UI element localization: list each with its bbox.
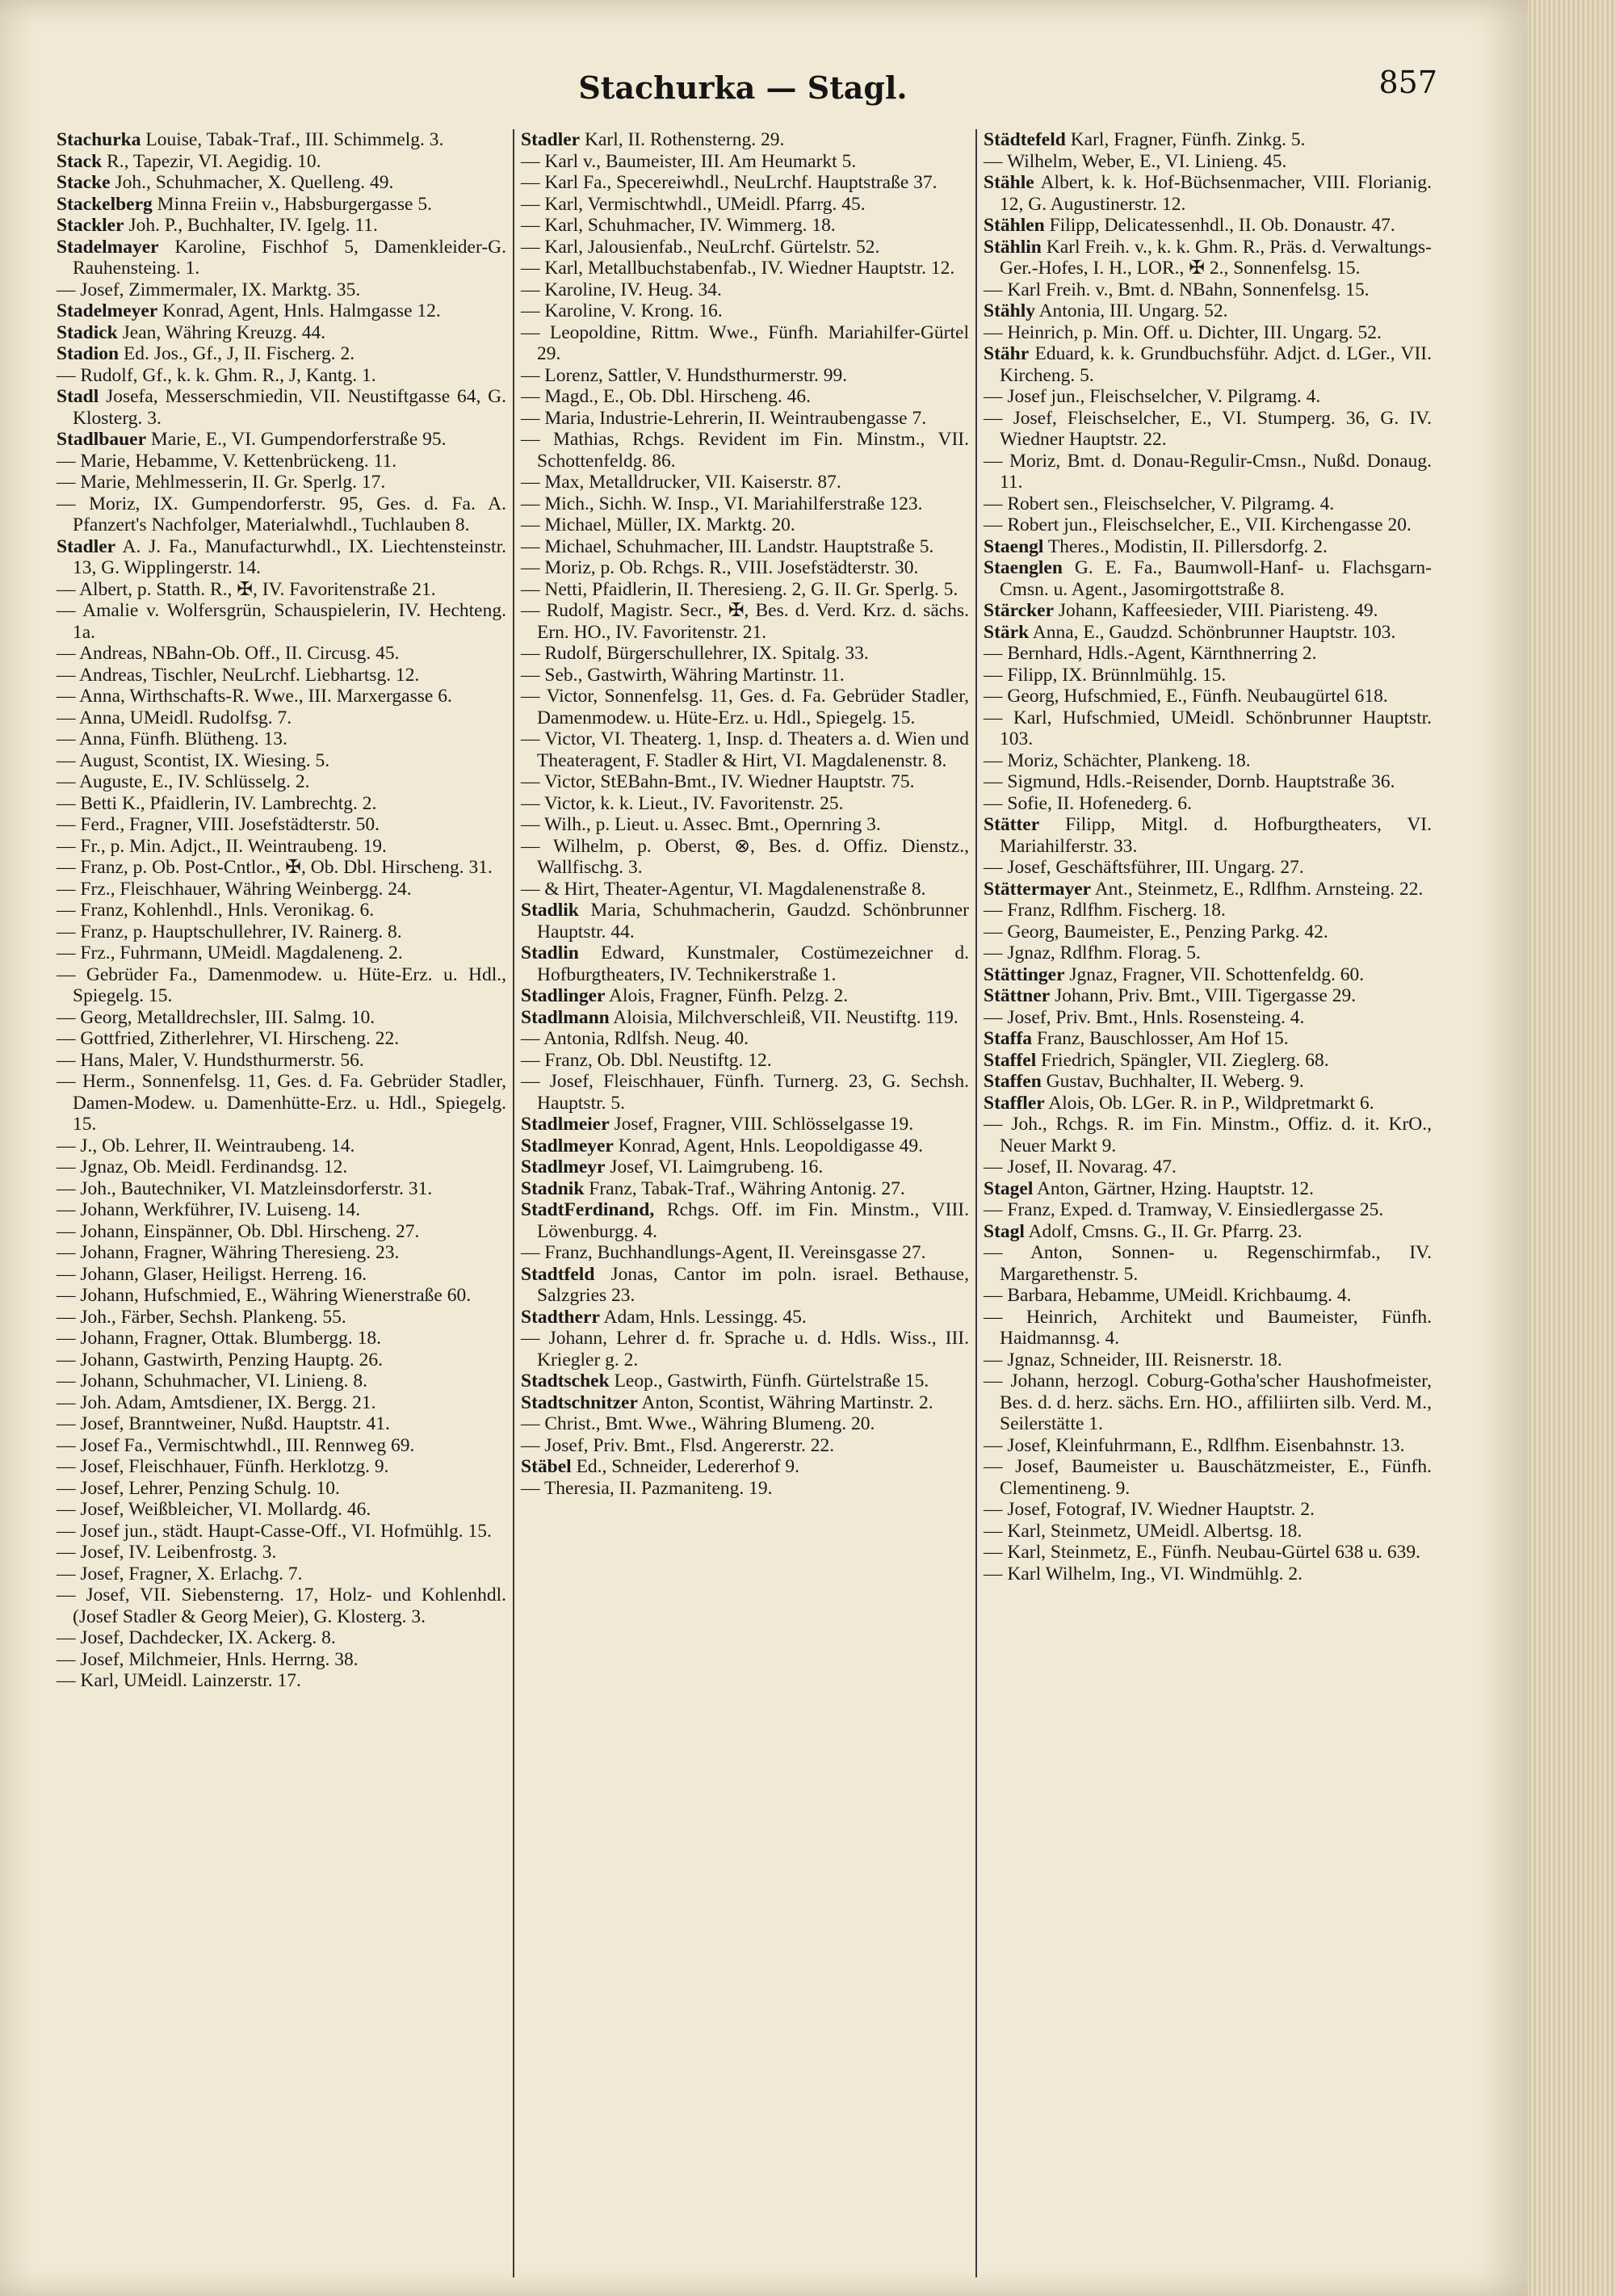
entry-headword: Stadtherr — [521, 1306, 600, 1328]
directory-entry: Stadler Karl, II. Rothensterng. 29. — [521, 129, 785, 150]
directory-entry: — Joh., Färber, Sechsh. Plankeng. 55. — [57, 1306, 346, 1328]
directory-entry: — Andreas, Tischler, NeuLrchf. Liebhartsg. 12. — [57, 664, 420, 686]
directory-entry: — J., Ob. Lehrer, II. Weintraubeng. 14. — [57, 1135, 355, 1156]
directory-entry: — Karl, Steinmetz, E., Fünfh. Neubau-Gürtel 638 u. 639. — [984, 1542, 1421, 1563]
directory-entry: — Jgnaz, Rdlfhm. Florag. 5. — [984, 942, 1201, 963]
directory-entry: Stättermayer Ant., Steinmetz, E., Rdlfhm. Arnsteing. 22. — [984, 878, 1424, 900]
directory-entry: — Johann, Lehrer d. fr. Sprache u. d. Hdls. Wiss., III. Kriegler g. 2. — [521, 1328, 969, 1370]
entry-headword: Stähly — [984, 300, 1035, 321]
directory-entry: — Karoline, IV. Heug. 34. — [521, 279, 722, 300]
directory-entry: — Josef, VII. Siebensterng. 17, Holz- und Kohlenhdl. (Josef Stadler & Georg Meier), G. Klosterg. 3. — [57, 1585, 506, 1627]
entry-headword: Stacke — [57, 172, 111, 193]
directory-entry: — Victor, VI. Theaterg. 1, Insp. d. Theaters a. d. Wien und Theateragent, F. Stadler & Hirt, VI. Magdalenenstr. 8. — [521, 728, 969, 771]
entry-headword: Stadlmann — [521, 1006, 610, 1028]
directory-entry: — Josef jun., städt. Haupt-Casse-Off., VI. Hofmühlg. 15. — [57, 1520, 492, 1542]
entry-headword: Stadler — [521, 129, 581, 150]
directory-columns — [50, 129, 1439, 2277]
directory-entry: — Josef, IV. Leibenfrostg. 3. — [57, 1542, 277, 1563]
directory-entry: — Barbara, Hebamme, UMeidl. Krichbaumg. 4. — [984, 1285, 1352, 1306]
directory-entry: — Gottfried, Zitherlehrer, VI. Hirscheng. 22. — [57, 1028, 400, 1049]
entry-headword: Stadlin — [521, 942, 579, 963]
entry-headword: Stadlmeier — [521, 1114, 610, 1135]
entry-headword: Staengl — [984, 535, 1044, 557]
directory-entry: — Moriz, Bmt. d. Donau-Regulir-Cmsn., Nußd. Donaug. 11. — [984, 450, 1432, 493]
directory-entry: — Rudolf, Gf., k. k. Ghm. R., J, Kantg. 1. — [57, 364, 376, 386]
directory-entry: Städtefeld Karl, Fragner, Fünfh. Zinkg. 5. — [984, 129, 1306, 150]
directory-entry: — Sofie, II. Hofenederg. 6. — [984, 792, 1192, 814]
directory-entry: — Joh., Bautechniker, VI. Matzleinsdorferstr. 31. — [57, 1177, 433, 1199]
directory-entry: Staffen Gustav, Buchhalter, II. Weberg. 9. — [984, 1071, 1304, 1092]
directory-entry: Stadlinger Alois, Fragner, Fünfh. Pelzg. 2. — [521, 985, 849, 1006]
entry-headword: Stätter — [984, 814, 1040, 835]
directory-entry: — Franz, p. Hauptschullehrer, IV. Rainerg. 8. — [57, 921, 402, 942]
directory-entry: — Hans, Maler, V. Hundsthurmerstr. 56. — [57, 1049, 364, 1071]
directory-entry: — Amalie v. Wolfersgrün, Schauspielerin, IV. Hechteng. 1a. — [57, 600, 506, 643]
directory-entry: — Josef, Baumeister u. Bauschätzmeister, E., Fünfh. Clementineng. 9. — [984, 1456, 1432, 1499]
directory-entry: Staffa Franz, Bauschlosser, Am Hof 15. — [984, 1028, 1289, 1049]
directory-entry: — Josef, Geschäftsführer, III. Ungarg. 27. — [984, 857, 1304, 878]
directory-entry: — Franz, Buchhandlungs-Agent, II. Vereinsgasse 27. — [521, 1242, 926, 1263]
entry-headword: Stättermayer — [984, 878, 1092, 900]
directory-entry: — Ferd., Fragner, VIII. Josefstädterstr. 50. — [57, 814, 380, 835]
directory-entry: — Johann, Glaser, Heiligst. Herreng. 16. — [57, 1263, 367, 1285]
directory-entry: — Joh. Adam, Amtsdiener, IX. Bergg. 21. — [57, 1391, 376, 1413]
directory-entry: — Albert, p. Statth. R., ✠, IV. Favoritenstraße 21. — [57, 578, 436, 600]
directory-entry: — Josef, Fotograf, IV. Wiedner Hauptstr. 2. — [984, 1499, 1315, 1520]
entry-headword: Stähr — [984, 343, 1030, 364]
entry-headword: Staffel — [984, 1049, 1037, 1071]
directory-entry: — Johann, Hufschmied, E., Währing Wienerstraße 60. — [57, 1285, 472, 1306]
entry-headword: Staffler — [984, 1092, 1045, 1114]
directory-entry: — Josef, Branntweiner, Nußd. Hauptstr. 41. — [57, 1413, 390, 1434]
directory-entry: — Michael, Schuhmacher, III. Landstr. Hauptstraße 5. — [521, 535, 934, 557]
directory-entry: — Franz, Kohlenhdl., Hnls. Veronikag. 6. — [57, 900, 375, 921]
directory-entry: Stählen Filipp, Delicatessenhdl., II. Ob. Donaustr. 47. — [984, 215, 1395, 236]
directory-entry: Stadlin Edward, Kunstmaler, Costümezeichner d. Hofburgtheaters, IV. Technikerstraße 1. — [521, 942, 969, 985]
directory-entry: — Mich., Sichh. W. Insp., VI. Mariahilferstraße 123. — [521, 493, 923, 514]
entry-headword: Staenglen — [984, 557, 1063, 578]
directory-entry: — August, Scontist, IX. Wiesing. 5. — [57, 749, 330, 771]
directory-entry: Stadlmeyer Konrad, Agent, Hnls. Leopoldigasse 49. — [521, 1135, 924, 1156]
entry-headword: Stackelberg — [57, 193, 153, 215]
directory-entry: Stättinger Jgnaz, Fragner, VII. Schottenfeldg. 60. — [984, 963, 1365, 985]
entry-headword: Stachurka — [57, 129, 141, 150]
directory-entry: — Jgnaz, Ob. Meidl. Ferdinandsg. 12. — [57, 1156, 348, 1177]
directory-entry: — Marie, Hebamme, V. Kettenbrückeng. 11. — [57, 450, 397, 472]
entry-headword: Stättinger — [984, 963, 1065, 985]
directory-entry: — Bernhard, Hdls.-Agent, Kärnthnerring 2. — [984, 643, 1317, 664]
directory-entry: — Josef Fa., Vermischtwhdl., III. Rennweg 69. — [57, 1434, 415, 1456]
entry-headword: Stadlmeyer — [521, 1135, 614, 1156]
directory-entry: Stadtherr Adam, Hnls. Lessingg. 45. — [521, 1306, 807, 1328]
directory-entry: — Max, Metalldrucker, VII. Kaiserstr. 87. — [521, 472, 841, 493]
entry-headword: Stagel — [984, 1177, 1034, 1199]
directory-entry: Stagl Adolf, Cmsns. G., II. Gr. Pfarrg. 23. — [984, 1220, 1302, 1242]
directory-entry: — & Hirt, Theater-Agentur, VI. Magdalenenstraße 8. — [521, 878, 926, 900]
entry-headword: StadtFerdinand, — [521, 1199, 655, 1220]
directory-entry: — Josef, Lehrer, Penzing Schulg. 10. — [57, 1477, 340, 1499]
directory-entry: — Franz, Rdlfhm. Fischerg. 18. — [984, 900, 1226, 921]
directory-entry: — Antonia, Rdlfsh. Neug. 40. — [521, 1028, 749, 1049]
directory-entry: Stackler Joh. P., Buchhalter, IV. Igelg. 11. — [57, 215, 378, 236]
directory-entry: — Josef, Priv. Bmt., Flsd. Angererstr. 22. — [521, 1434, 835, 1456]
directory-entry: — Lorenz, Sattler, V. Hundsthurmerstr. 99. — [521, 364, 848, 386]
directory-entry: Stähle Albert, k. k. Hof-Büchsenmacher, VIII. Florianig. 12, G. Augustinerstr. 12. — [984, 172, 1432, 215]
entry-headword: Stadlinger — [521, 985, 606, 1006]
directory-entry: — Karl, Hufschmied, UMeidl. Schönbrunner Hauptstr. 103. — [984, 707, 1432, 749]
entry-headword: Städtefeld — [984, 129, 1066, 150]
directory-entry: — Andreas, NBahn-Ob. Off., II. Circusg. 45. — [57, 643, 400, 664]
directory-entry: Stadlmann Aloisia, Milchverschleiß, VII. Neustiftg. 119. — [521, 1006, 959, 1028]
directory-entry: — Josef, Fleischselcher, E., VI. Stumperg. 36, G. IV. Wiedner Hauptstr. 22. — [984, 407, 1432, 450]
directory-entry: — Franz, Ob. Dbl. Neustiftg. 12. — [521, 1049, 772, 1071]
directory-entry: — Karl Freih. v., Bmt. d. NBahn, Sonnenfelsg. 15. — [984, 279, 1370, 300]
directory-entry: Stadlmeier Josef, Fragner, VIII. Schlösselgasse 19. — [521, 1114, 914, 1135]
directory-entry: — Karl Fa., Specereiwhdl., NeuLrchf. Hauptstraße 37. — [521, 172, 938, 193]
directory-entry: — Netti, Pfaidlerin, II. Theresieng. 2, G. II. Gr. Sperlg. 5. — [521, 578, 959, 600]
directory-entry: — Victor, k. k. Lieut., IV. Favoritenstr. 25. — [521, 792, 844, 814]
directory-entry: Staffler Alois, Ob. LGer. R. in P., Wildpretmarkt 6. — [984, 1092, 1374, 1114]
directory-entry: Staengl Theres., Modistin, II. Pillersdorfg. 2. — [984, 535, 1328, 557]
column-3 — [975, 129, 1438, 2277]
directory-entry: — Johann, herzogl. Coburg-Gotha'scher Haushofmeister, Bes. d. d. herz. sächs. Ern. HO., affiliirten silb. Verd. M., Seilerstätte 1. — [984, 1370, 1432, 1434]
directory-entry: Stärcker Johann, Kaffeesieder, VIII. Piaristeng. 49. — [984, 600, 1378, 621]
directory-entry: — Moriz, p. Ob. Rchgs. R., VIII. Josefstädterstr. 30. — [521, 557, 919, 578]
directory-entry: — Josef jun., Fleischselcher, V. Pilgramg. 4. — [984, 386, 1321, 407]
directory-entry: Stacke Joh., Schuhmacher, X. Quelleng. 49. — [57, 172, 394, 193]
directory-entry: Staffel Friedrich, Spängler, VII. Zieglerg. 68. — [984, 1049, 1329, 1071]
directory-entry: — Josef, Dachdecker, IX. Ackerg. 8. — [57, 1627, 336, 1648]
directory-entry: — Heinrich, p. Min. Off. u. Dichter, III. Ungarg. 52. — [984, 321, 1382, 343]
entry-headword: Stadl — [57, 386, 99, 407]
entry-headword: Stärk — [984, 621, 1030, 643]
directory-entry: Stärk Anna, E., Gaudzd. Schönbrunner Hauptstr. 103. — [984, 621, 1396, 643]
directory-entry: — Johann, Einspänner, Ob. Dbl. Hirscheng. 27. — [57, 1220, 420, 1242]
directory-entry: — Josef, Zimmermaler, IX. Marktg. 35. — [57, 279, 361, 300]
directory-entry: Stähr Eduard, k. k. Grundbuchsführ. Adjct. d. LGer., VII. Kircheng. 5. — [984, 343, 1432, 386]
directory-entry: — Leopoldine, Rittm. Wwe., Fünfh. Mariahilfer-Gürtel 29. — [521, 321, 969, 364]
directory-entry: — Michael, Müller, IX. Marktg. 20. — [521, 514, 795, 535]
directory-entry: — Frz., Fuhrmann, UMeidl. Magdaleneng. 2. — [57, 942, 403, 963]
directory-entry: — Heinrich, Architekt und Baumeister, Fünfh. Haidmannsg. 4. — [984, 1306, 1432, 1349]
directory-entry: Stählin Karl Freih. v., k. k. Ghm. R., Präs. d. Verwaltungs-Ger.-Hofes, I. H., LOR., ✠ 2., Sonnenfelsg. 15. — [984, 236, 1432, 279]
directory-entry: Stadler A. J. Fa., Manufacturwhdl., IX. Liechtensteinstr. 13, G. Wipplingerstr. 14. — [57, 535, 506, 578]
entry-headword: Stadtschek — [521, 1370, 610, 1391]
directory-entry: Stadelmeyer Konrad, Agent, Hnls. Halmgasse 12. — [57, 300, 441, 321]
directory-entry: — Fr., p. Min. Adjct., II. Weintraubeng. 19. — [57, 835, 387, 857]
directory-entry: — Karl, Vermischtwhdl., UMeidl. Pfarrg. 45. — [521, 193, 866, 215]
entry-headword: Stärcker — [984, 600, 1055, 621]
directory-entry: — Johann, Schuhmacher, VI. Linieng. 8. — [57, 1370, 367, 1391]
directory-entry: — Rudolf, Bürgerschullehrer, IX. Spitalg. 33. — [521, 643, 869, 664]
running-title: Stachurka — Stagl. — [578, 69, 908, 106]
directory-entry: — Johann, Fragner, Währing Theresieng. 23. — [57, 1242, 400, 1263]
entry-headword: Stagl — [984, 1220, 1025, 1242]
directory-entry: — Franz, p. Ob. Post-Cntlor., ✠, Ob. Dbl. Hirscheng. 31. — [57, 857, 493, 878]
directory-entry: — Anna, Wirthschafts-R. Wwe., III. Marxergasse 6. — [57, 686, 452, 707]
directory-entry: — Magd., E., Ob. Dbl. Hirscheng. 46. — [521, 386, 811, 407]
directory-entry: — Georg, Metalldrechsler, III. Salmg. 10. — [57, 1006, 375, 1028]
entry-headword: Stählin — [984, 236, 1042, 258]
column-1 — [50, 129, 513, 2277]
directory-entry: Stätter Filipp, Mitgl. d. Hofburgtheaters, VI. Mariahilferstr. 33. — [984, 814, 1432, 857]
directory-entry: — Filipp, IX. Brünnlmühlg. 15. — [984, 664, 1227, 686]
entry-headword: Stadelmeyer — [57, 300, 158, 321]
directory-entry: Stadl Josefa, Messerschmiedin, VII. Neustiftgasse 64, G. Klosterg. 3. — [57, 386, 506, 429]
directory-entry: — Josef, Fragner, X. Erlachg. 7. — [57, 1563, 303, 1585]
directory-entry: Stagel Anton, Gärtner, Hzing. Hauptstr. 12. — [984, 1177, 1314, 1199]
directory-entry: — Georg, Baumeister, E., Penzing Parkg. 42. — [984, 921, 1328, 942]
directory-entry: Stäbel Ed., Schneider, Ledererhof 9. — [521, 1456, 799, 1477]
directory-entry: — Robert sen., Fleischselcher, V. Pilgramg. 4. — [984, 493, 1335, 514]
directory-entry: — Karoline, V. Krong. 16. — [521, 300, 723, 321]
entry-headword: Stadtfeld — [521, 1263, 595, 1285]
directory-entry: — Johann, Gastwirth, Penzing Hauptg. 26. — [57, 1349, 384, 1370]
directory-entry: — Rudolf, Magistr. Secr., ✠, Bes. d. Verd. Krz. d. sächs. Ern. HO., IV. Favoritenstr. 21. — [521, 600, 969, 643]
entry-headword: Stadtschnitzer — [521, 1391, 638, 1413]
directory-entry: — Auguste, E., IV. Schlüsselg. 2. — [57, 771, 310, 792]
directory-entry: Stadtfeld Jonas, Cantor im poln. israel. Bethause, Salzgries 23. — [521, 1263, 969, 1306]
page-number: 857 — [1378, 65, 1437, 100]
entry-headword: Stadlmeyr — [521, 1156, 606, 1177]
entry-headword: Staffen — [984, 1071, 1042, 1092]
directory-entry: Stadlbauer Marie, E., VI. Gumpendorferstraße 95. — [57, 429, 447, 450]
directory-entry: — Sigmund, Hdls.-Reisender, Dornb. Hauptstraße 36. — [984, 771, 1395, 792]
entry-headword: Stackler — [57, 215, 124, 236]
directory-entry: — Robert jun., Fleischselcher, E., VII. Kirchengasse 20. — [984, 514, 1412, 535]
directory-entry: — Mathias, Rchgs. Revident im Fin. Minstm., VII. Schottenfeldg. 86. — [521, 429, 969, 472]
entry-headword: Stählen — [984, 215, 1045, 236]
directory-entry: — Marie, Mehlmesserin, II. Gr. Sperlg. 17. — [57, 472, 386, 493]
directory-entry: — Franz, Exped. d. Tramway, V. Einsiedlergasse 25. — [984, 1199, 1384, 1220]
entry-headword: Stadler — [57, 535, 116, 557]
directory-entry: Stadick Jean, Währing Kreuzg. 44. — [57, 321, 326, 343]
entry-headword: Stättner — [984, 985, 1051, 1006]
entry-headword: Stadelmayer — [57, 236, 159, 258]
entry-headword: Stadlik — [521, 900, 579, 921]
directory-entry: — Josef, Weißbleicher, VI. Mollardg. 46. — [57, 1499, 371, 1520]
directory-entry: — Josef, Milchmeier, Hnls. Herrng. 38. — [57, 1648, 359, 1670]
directory-entry: — Johann, Fragner, Ottak. Blumbergg. 18. — [57, 1328, 381, 1349]
directory-entry: — Karl, Steinmetz, UMeidl. Albertsg. 18. — [984, 1520, 1302, 1542]
directory-entry: — Jgnaz, Schneider, III. Reisnerstr. 18. — [984, 1349, 1282, 1370]
directory-entry: Stadlmeyr Josef, VI. Laimgrubeng. 16. — [521, 1156, 824, 1177]
directory-entry: Stadion Ed. Jos., Gf., J, II. Fischerg. 2. — [57, 343, 355, 364]
entry-headword: Stähle — [984, 172, 1034, 193]
directory-entry: — Georg, Hufschmied, E., Fünfh. Neubaugürtel 618. — [984, 686, 1388, 707]
directory-entry: — Wilh., p. Lieut. u. Assec. Bmt., Opernring 3. — [521, 814, 881, 835]
directory-entry: Stadlik Maria, Schuhmacherin, Gaudzd. Schönbrunner Hauptstr. 44. — [521, 900, 969, 942]
directory-entry: — Josef, II. Novarag. 47. — [984, 1156, 1177, 1177]
directory-entry: Stack R., Tapezir, VI. Aegidig. 10. — [57, 150, 321, 172]
directory-entry: — Josef, Kleinfuhrmann, E., Rdlfhm. Eisenbahnstr. 13. — [984, 1434, 1405, 1456]
entry-headword: Stadick — [57, 321, 118, 343]
directory-entry: Stadtschek Leop., Gastwirth, Fünfh. Gürtelstraße 15. — [521, 1370, 929, 1391]
directory-entry: Staenglen G. E. Fa., Baumwoll-Hanf- u. Flachsgarn-Cmsn. u. Agent., Jasomirgottstraße 8. — [984, 557, 1432, 600]
directory-entry: — Gebrüder Fa., Damenmodew. u. Hüte-Erz. u. Hdl., Spiegelg. 15. — [57, 963, 506, 1006]
entry-headword: Stadion — [57, 343, 120, 364]
directory-entry: Stättner Johann, Priv. Bmt., VIII. Tigergasse 29. — [984, 985, 1357, 1006]
directory-entry: — Wilhelm, p. Oberst, ⊗, Bes. d. Offiz. Dienstz., Wallfischg. 3. — [521, 835, 969, 878]
directory-entry: Stackelberg Minna Freiin v., Habsburgergasse 5. — [57, 193, 432, 215]
directory-entry: — Moriz, Schächter, Plankeng. 18. — [984, 749, 1251, 771]
directory-entry: — Karl, Jalousienfab., NeuLrchf. Gürtelstr. 52. — [521, 236, 880, 258]
directory-entry: — Anna, Fünfh. Blütheng. 13. — [57, 728, 287, 749]
directory-entry: — Johann, Werkführer, IV. Luiseng. 14. — [57, 1199, 361, 1220]
entry-headword: Staffa — [984, 1028, 1033, 1049]
directory-entry: — Christ., Bmt. Wwe., Währing Blumeng. 20. — [521, 1413, 875, 1434]
directory-entry: — Betti K., Pfaidlerin, IV. Lambrechtg. 2. — [57, 792, 377, 814]
directory-entry: — Karl, Schuhmacher, IV. Wimmerg. 18. — [521, 215, 836, 236]
directory-entry: — Joh., Rchgs. R. im Fin. Minstm., Offiz. d. it. KrO., Neuer Markt 9. — [984, 1114, 1432, 1156]
directory-entry: — Moriz, IX. Gumpendorferstr. 95, Ges. d. Fa. A. Pfanzert's Nachfolger, Materialwhdl., Tuchlauben 8. — [57, 493, 506, 535]
directory-entry: — Victor, Sonnenfelsg. 11, Ges. d. Fa. Gebrüder Stadler, Damenmodew. u. Hüte-Erz. u. Hdl., Spiegelg. 15. — [521, 686, 969, 728]
directory-entry: — Seb., Gastwirth, Währing Martinstr. 11. — [521, 664, 845, 686]
column-2 — [513, 129, 975, 2277]
directory-entry: — Karl Wilhelm, Ing., VI. Windmühlg. 2. — [984, 1563, 1302, 1585]
directory-entry: — Herm., Sonnenfelsg. 11, Ges. d. Fa. Gebrüder Stadler, Damen-Modew. u. Damenhütte-Erz. u. Hdl., Spiegelg. 15. — [57, 1071, 506, 1135]
directory-entry: Stachurka Louise, Tabak-Traf., III. Schimmelg. 3. — [57, 129, 444, 150]
directory-entry: — Karl, Metallbuchstabenfab., IV. Wiedner Hauptstr. 12. — [521, 258, 955, 279]
directory-entry: Stadnik Franz, Tabak-Traf., Währing Antonig. 27. — [521, 1177, 905, 1199]
directory-entry: — Anton, Sonnen- u. Regenschirmfab., IV. Margarethenstr. 5. — [984, 1242, 1432, 1285]
directory-entry: — Maria, Industrie-Lehrerin, II. Weintraubengasse 7. — [521, 407, 927, 429]
page-header — [48, 65, 1437, 121]
directory-entry: — Josef, Priv. Bmt., Hnls. Rosensteing. 4. — [984, 1006, 1305, 1028]
directory-entry: StadtFerdinand, Rchgs. Off. im Fin. Minstm., VIII. Löwenburgg. 4. — [521, 1199, 969, 1242]
directory-entry: — Karl v., Baumeister, III. Am Heumarkt 5. — [521, 150, 857, 172]
entry-headword: Stadlbauer — [57, 429, 146, 450]
page-edge — [1528, 0, 1615, 2296]
directory-entry: — Josef, Fleischhauer, Fünfh. Turnerg. 23, G. Sechsh. Hauptstr. 5. — [521, 1071, 969, 1114]
directory-entry: Stadelmayer Karoline, Fischhof 5, Damenkleider-G. Rauhensteing. 1. — [57, 236, 506, 279]
entry-headword: Stäbel — [521, 1456, 572, 1477]
entry-headword: Stack — [57, 150, 103, 172]
directory-entry: — Josef, Fleischhauer, Fünfh. Herklotzg. 9. — [57, 1456, 389, 1477]
directory-entry: — Anna, UMeidl. Rudolfsg. 7. — [57, 707, 292, 728]
directory-entry: — Wilhelm, Weber, E., VI. Linieng. 45. — [984, 150, 1287, 172]
directory-entry: Stadtschnitzer Anton, Scontist, Währing Martinstr. 2. — [521, 1391, 933, 1413]
directory-entry: — Victor, StEBahn-Bmt., IV. Wiedner Hauptstr. 75. — [521, 771, 915, 792]
entry-headword: Stadnik — [521, 1177, 585, 1199]
directory-entry: — Karl, UMeidl. Lainzerstr. 17. — [57, 1670, 301, 1691]
directory-entry: Stähly Antonia, III. Ungarg. 52. — [984, 300, 1228, 321]
directory-entry: — Theresia, II. Pazmaniteng. 19. — [521, 1477, 773, 1499]
directory-entry: — Frz., Fleischhauer, Währing Weinbergg. 24. — [57, 878, 412, 900]
